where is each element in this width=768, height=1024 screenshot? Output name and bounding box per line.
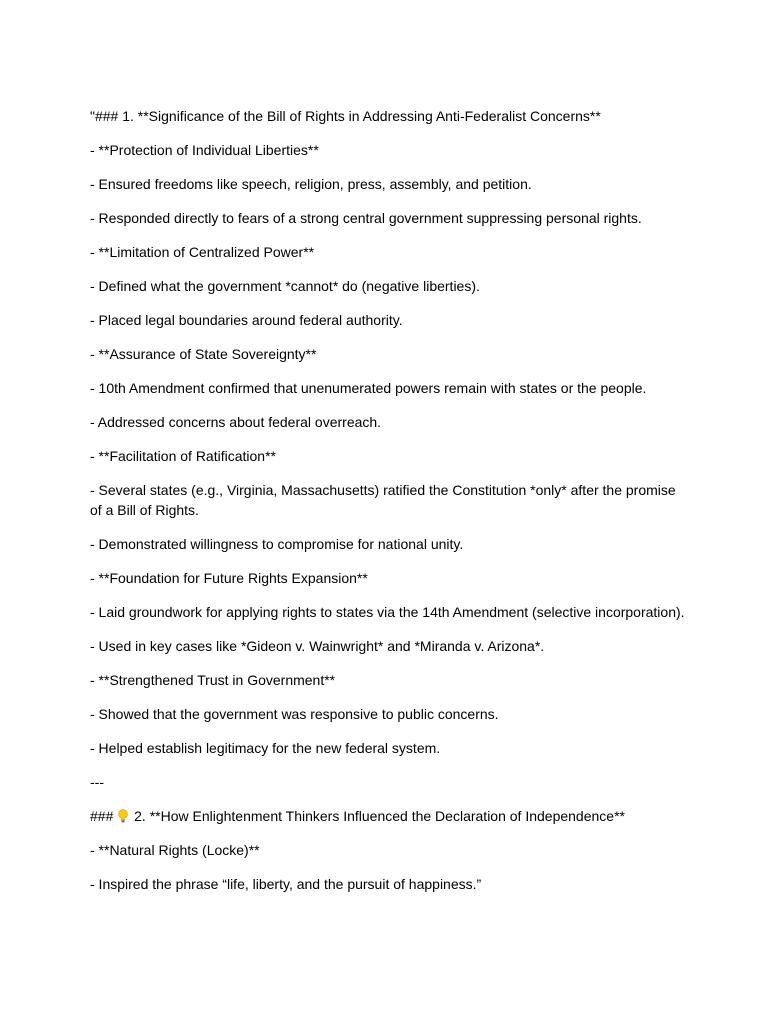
bullet-heading-foundation: - **Foundation for Future Rights Expansion** <box>90 569 368 586</box>
bullet-text: - Helped establish legitimacy for the new federal system. <box>90 739 441 756</box>
bullet-text: - 10th Amendment confirmed that unenumerated powers remain with states or the people. <box>90 380 647 396</box>
horizontal-rule-text: --- <box>90 773 104 790</box>
bullet-text: - Showed that the government was responsive to public concerns. <box>90 705 499 722</box>
bullet-text: - Addressed concerns about federal overreach. <box>90 414 382 430</box>
bullet-text: - Laid groundwork for applying rights to states via the 14th Amendment (selective incorporation). <box>90 603 685 620</box>
bullet-text: - Responded directly to fears of a strong central government suppressing personal rights. <box>90 210 642 226</box>
bullet-heading-trust: - **Strengthened Trust in Government** <box>90 671 336 688</box>
bullet-text: - Placed legal boundaries around federal authority. <box>90 312 403 328</box>
bullet-text: - Inspired the phrase “life, liberty, and the pursuit of happiness.” <box>90 875 482 892</box>
bullet-text: - Demonstrated willingness to compromise for national unity. <box>90 535 464 552</box>
heading-marker: ### <box>90 807 114 824</box>
document-body <box>90 107 690 909</box>
lightbulb-icon <box>117 809 129 823</box>
bullet-heading-natural-rights: - **Natural Rights (Locke)** <box>90 841 260 858</box>
bullet-text: - Several states (e.g., Virginia, Massachusetts) ratified the Constitution *only* after the promise of a Bill of Rights. <box>90 482 676 518</box>
bullet-text: - Ensured freedoms like speech, religion, press, assembly, and petition. <box>90 176 532 192</box>
bullet-text: - Used in key cases like *Gideon v. Wainwright* and *Miranda v. Arizona*. <box>90 637 545 654</box>
bullet-heading-protection: - **Protection of Individual Liberties** <box>90 142 319 158</box>
bullet-heading-limitation: - **Limitation of Centralized Power** <box>90 244 315 260</box>
bullet-heading-sovereignty: - **Assurance of State Sovereignty** <box>90 346 317 362</box>
bullet-text: - Defined what the government *cannot* do (negative liberties). <box>90 278 480 294</box>
section-1-heading: "### 1. **Significance of the Bill of Rights in Addressing Anti-Federalist Concerns** <box>90 108 601 124</box>
section-2-heading <box>90 807 690 827</box>
bullet-heading-ratification: - **Facilitation of Ratification** <box>90 448 276 464</box>
section-2-heading-text: 2. **How Enlightenment Thinkers Influenced the Declaration of Independence** <box>134 807 625 824</box>
